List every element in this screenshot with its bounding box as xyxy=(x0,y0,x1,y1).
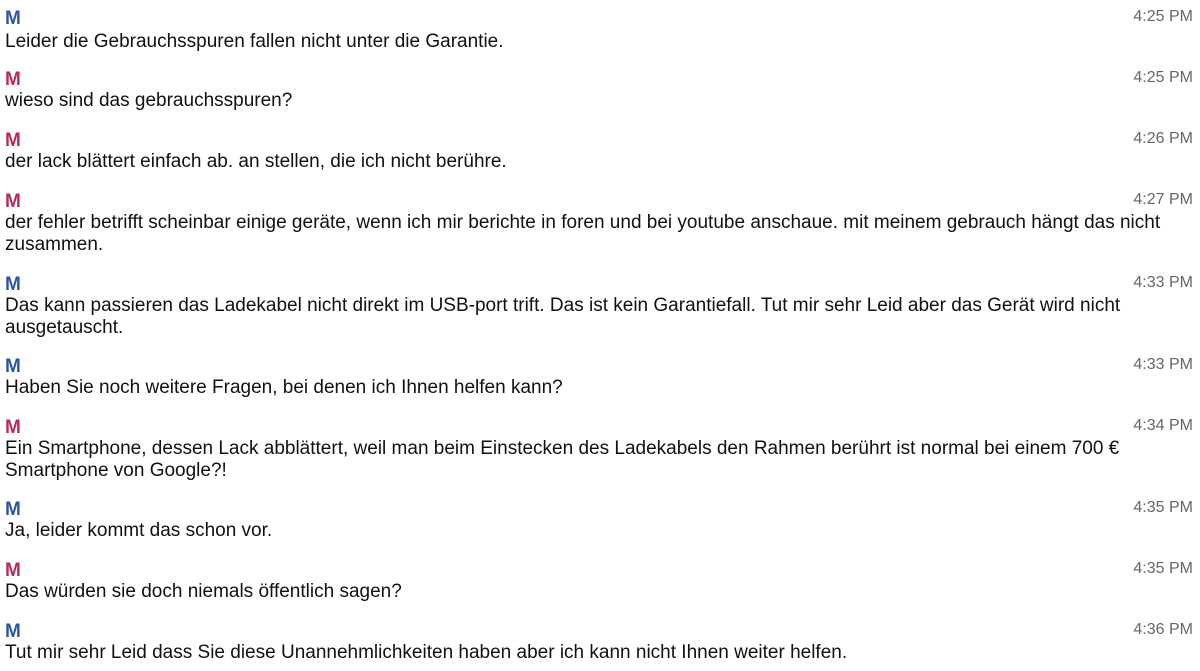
message-timestamp: 4:33 PM xyxy=(1133,274,1193,291)
message-text: Ja, leider kommt das schon vor. xyxy=(5,520,273,541)
sender-initial: M xyxy=(5,191,21,212)
message-timestamp: 4:35 PM xyxy=(1133,560,1193,577)
message-timestamp: 4:26 PM xyxy=(1133,130,1193,147)
sender-initial: M xyxy=(5,621,21,642)
sender-initial: M xyxy=(5,499,21,520)
message-text: Das würden sie doch niemals öffentlich sagen? xyxy=(5,581,402,602)
message-text: der fehler betrifft scheinbar einige geräte, wenn ich mir berichte in foren und bei youtube anschaue. mit meinem gebrauch hängt das nicht zusammen. xyxy=(5,212,1161,255)
message-text: Ein Smartphone, dessen Lack abblättert, weil man beim Einstecken des Ladekabels den Rahmen berührt ist normal bei einem 700 € Smartphone von Google?! xyxy=(5,438,1120,481)
message-timestamp: 4:25 PM xyxy=(1133,8,1193,25)
sender-initial: M xyxy=(5,417,21,438)
sender-initial: M xyxy=(5,8,21,29)
sender-initial: M xyxy=(5,560,21,581)
message-timestamp: 4:36 PM xyxy=(1133,621,1193,638)
message-text: Leider die Gebrauchsspuren fallen nicht unter die Garantie. xyxy=(5,31,504,52)
message-text: wieso sind das gebrauchsspuren? xyxy=(5,90,293,111)
message-timestamp: 4:25 PM xyxy=(1133,69,1193,86)
sender-initial: M xyxy=(5,69,21,90)
message-timestamp: 4:33 PM xyxy=(1133,356,1193,373)
message-text: Das kann passieren das Ladekabel nicht direkt im USB-port trift. Das ist kein Garantiefall. Tut mir sehr Leid aber das Gerät wird nicht ausgetauscht. xyxy=(5,295,1121,338)
sender-initial: M xyxy=(5,274,21,295)
message-timestamp: 4:34 PM xyxy=(1133,417,1193,434)
sender-initial: M xyxy=(5,130,21,151)
message-timestamp: 4:27 PM xyxy=(1133,191,1193,208)
message-text: Tut mir sehr Leid dass Sie diese Unannehmlichkeiten haben aber ich kann nicht Ihnen weiter helfen. xyxy=(5,642,848,663)
message-text: Haben Sie noch weitere Fragen, bei denen ich Ihnen helfen kann? xyxy=(5,377,563,398)
message-text: der lack blättert einfach ab. an stellen, die ich nicht berühre. xyxy=(5,151,507,172)
sender-initial: M xyxy=(5,356,21,377)
message-timestamp: 4:35 PM xyxy=(1133,499,1193,516)
